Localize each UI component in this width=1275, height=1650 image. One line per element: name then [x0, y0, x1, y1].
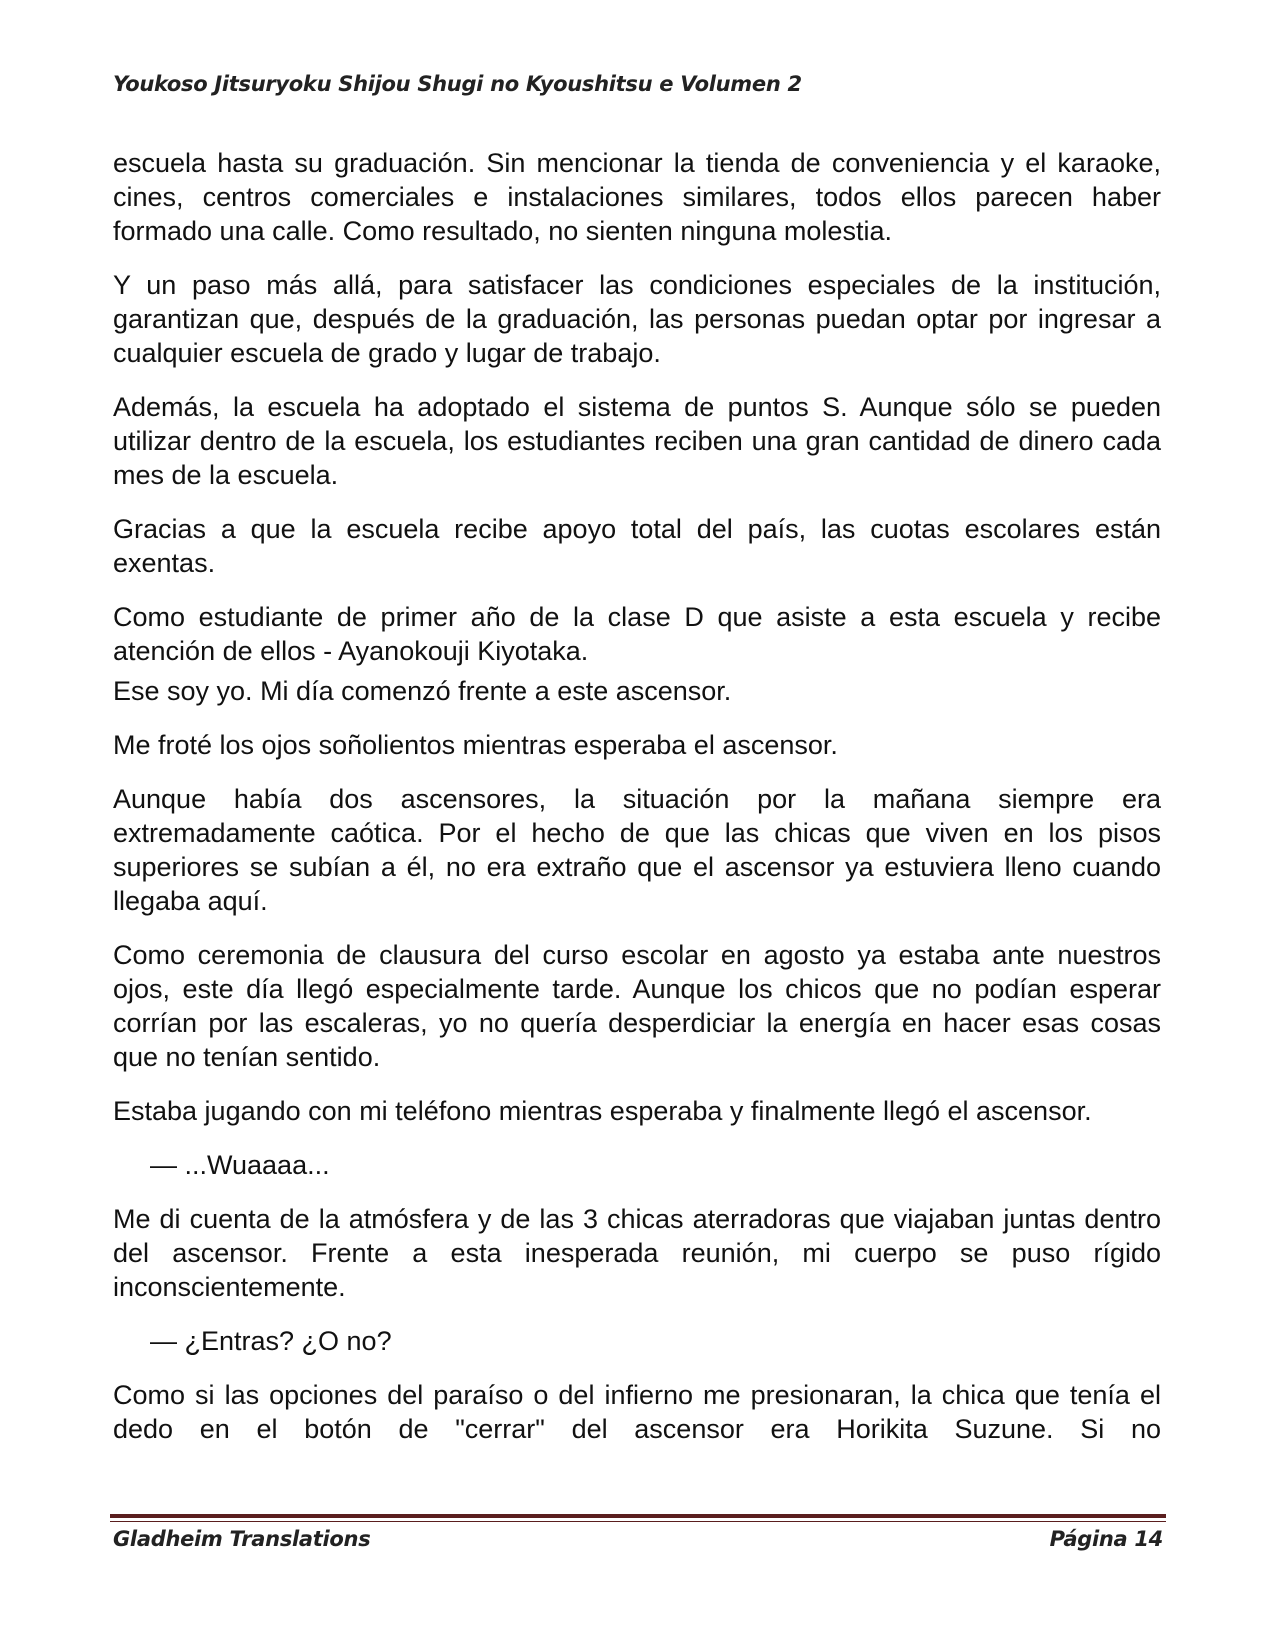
- paragraph: Ese soy yo. Mi día comenzó frente a este ascensor.: [113, 676, 732, 706]
- page-number: Página 14: [1049, 1527, 1163, 1551]
- paragraph: Me di cuenta de la atmósfera y de las 3 chicas aterradoras que viajaban juntas dentro del ascensor. Frente a esta inesperada reunión, mi cuerpo se puso rígido inconscientemente.: [113, 1204, 1161, 1302]
- dialogue-line: — ...Wuaaaa...: [150, 1150, 330, 1180]
- paragraph: Me froté los ojos soñolientos mientras esperaba el ascensor.: [113, 730, 838, 760]
- page-body: [113, 146, 1161, 1446]
- paragraph: escuela hasta su graduación. Sin mencionar la tienda de conveniencia y el karaoke, cines, centros comerciales e instalaciones similares, todos ellos parecen haber formado una calle. Como resultado, no sienten ninguna molestia.: [113, 148, 1161, 246]
- running-header: Youkoso Jitsuryoku Shijou Shugi no Kyoushitsu e Volumen 2: [113, 72, 802, 96]
- paragraph: Aunque había dos ascensores, la situación por la mañana siempre era extremadamente caótica. Por el hecho de que las chicas que viven en los pisos superiores se subían a él, no era extraño que el ascensor ya estuviera lleno cuando llegaba aquí.: [113, 784, 1161, 916]
- footer-publisher: Gladheim Translations: [113, 1527, 371, 1551]
- paragraph: Como estudiante de primer año de la clase D que asiste a esta escuela y recibe atención de ellos - Ayanokouji Kiyotaka.: [113, 602, 1161, 666]
- paragraph: Como si las opciones del paraíso o del infierno me presionaran, la chica que tenía el dedo en el botón de "cerrar" del ascensor era Horikita Suzune. Si no: [113, 1380, 1161, 1444]
- dialogue-line: — ¿Entras? ¿O no?: [150, 1326, 392, 1356]
- paragraph: Gracias a que la escuela recibe apoyo total del país, las cuotas escolares están exentas.: [113, 514, 1161, 578]
- footer-rule-thick: [110, 1514, 1166, 1518]
- paragraph: Además, la escuela ha adoptado el sistema de puntos S. Aunque sólo se pueden utilizar dentro de la escuela, los estudiantes reciben una gran cantidad de dinero cada mes de la escuela.: [113, 392, 1161, 490]
- paragraph: Estaba jugando con mi teléfono mientras esperaba y finalmente llegó el ascensor.: [113, 1096, 1092, 1126]
- paragraph: Como ceremonia de clausura del curso escolar en agosto ya estaba ante nuestros ojos, este día llegó especialmente tarde. Aunque los chicos que no podían esperar corrían por las escaleras, yo no quería desperdiciar la energía en hacer esas cosas que no tenían sentido.: [113, 940, 1161, 1072]
- paragraph: Y un paso más allá, para satisfacer las condiciones especiales de la institución, garantizan que, después de la graduación, las personas puedan optar por ingresar a cualquier escuela de grado y lugar de trabajo.: [113, 270, 1161, 368]
- footer-rule-thin: [110, 1521, 1166, 1522]
